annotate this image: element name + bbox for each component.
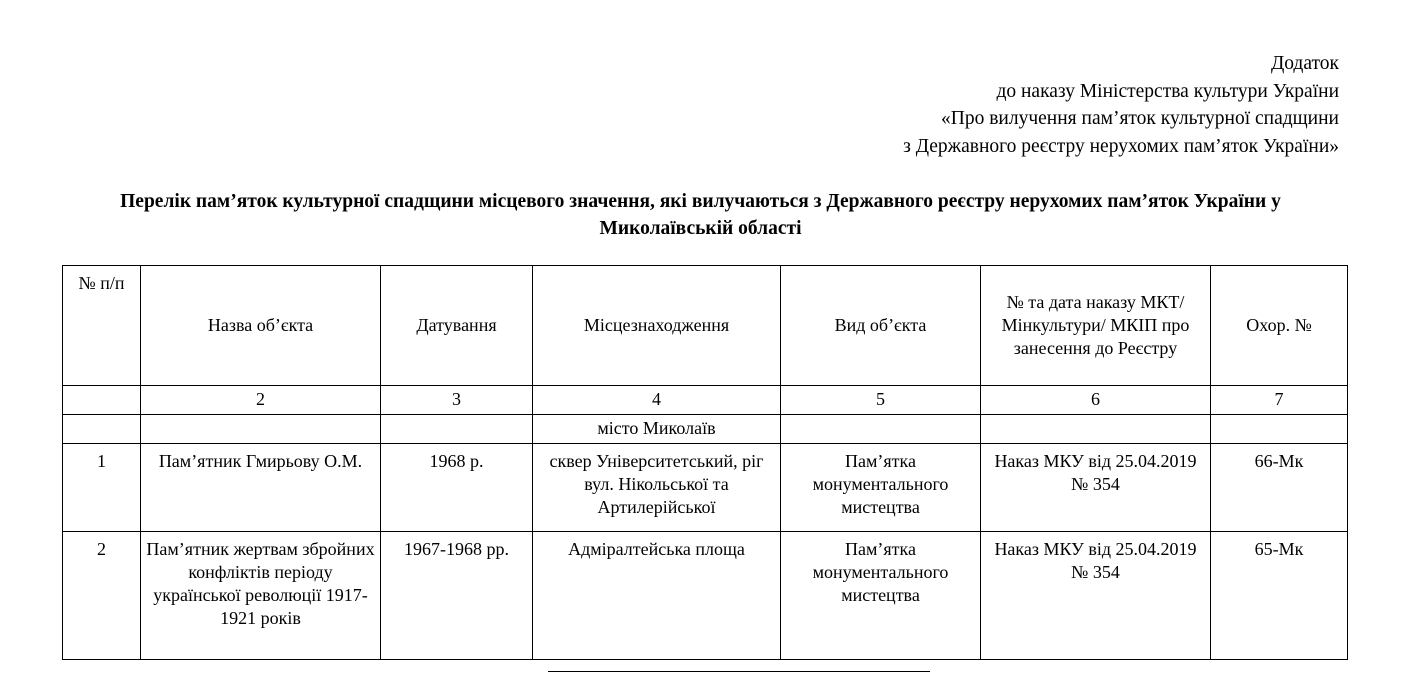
cell-order: Наказ МКУ від 25.04.2019 № 354: [981, 443, 1211, 531]
column-number-4: 4: [533, 385, 781, 414]
section-cell-empty-5: [981, 414, 1211, 443]
column-number-5: 5: [781, 385, 981, 414]
cell-dating: 1967-1968 рр.: [381, 531, 533, 659]
section-cell-empty-3: [381, 414, 533, 443]
cell-type: Пам’ятка монументального мистецтва: [781, 443, 981, 531]
table-row: [63, 531, 1348, 659]
cell-number: 2: [63, 531, 141, 659]
cell-dating: 1968 р.: [381, 443, 533, 531]
registry-table: [62, 265, 1348, 660]
cell-order: Наказ МКУ від 25.04.2019 № 354: [981, 531, 1211, 659]
page-title-line-1: Перелік пам’яток культурної спадщини місцевого значення, які вилучаються з Державного реєстру нерухомих: [120, 190, 1103, 212]
column-header-protection-number: Охор. №: [1211, 265, 1348, 385]
table-header-row: [63, 265, 1348, 385]
header-line-1: Додаток: [1270, 53, 1339, 74]
table-row: [63, 443, 1348, 531]
cell-protection-number: 66-Мк: [1211, 443, 1348, 531]
column-number-7: 7: [1211, 385, 1348, 414]
cell-name: Пам’ятник жертвам збройних конфліктів періоду української революції 1917-1921 років: [141, 531, 381, 659]
section-label: місто Миколаїв: [533, 414, 781, 443]
column-number-3: 3: [381, 385, 533, 414]
header-line-2: до наказу Міністерства культури України: [996, 80, 1339, 102]
section-cell-empty-4: [781, 414, 981, 443]
column-header-type: Вид об’єкта: [781, 265, 981, 385]
header-line-3: «Про вилучення пам’яток культурної спадщини: [941, 108, 1339, 130]
column-header-dating: Датування: [381, 265, 533, 385]
cell-protection-number: 65-Мк: [1211, 531, 1348, 659]
column-number-2: 2: [141, 385, 381, 414]
cell-location: Адміралтейська площа: [533, 531, 781, 659]
column-number-row: [63, 385, 1348, 414]
page-title: [105, 189, 1296, 243]
section-row: [63, 414, 1348, 443]
section-cell-empty-6: [1211, 414, 1348, 443]
document-header: [60, 50, 1341, 161]
cell-location: сквер Університетський, ріг вул. Нікольської та Артилерійської: [533, 443, 781, 531]
cell-name: Пам’ятник Гмирьову О.М.: [141, 443, 381, 531]
column-header-name: Назва об’єкта: [141, 265, 381, 385]
footer-divider: [548, 671, 930, 672]
page-title-line-2: пам’яток України у Миколаївській області: [599, 190, 1281, 239]
column-number-1: [63, 385, 141, 414]
cell-type: Пам’ятка монументального мистецтва: [781, 531, 981, 659]
column-header-order: № та дата наказу МКТ/Мінкультури/ МКІП про занесення до Реєстру: [981, 265, 1211, 385]
section-cell-empty-2: [141, 414, 381, 443]
section-cell-empty-1: [63, 414, 141, 443]
header-line-4: з Державного реєстру нерухомих пам’яток України»: [903, 136, 1339, 158]
column-number-6: 6: [981, 385, 1211, 414]
cell-number: 1: [63, 443, 141, 531]
column-header-location: Місцезнаходження: [533, 265, 781, 385]
column-header-number: № п/п: [63, 265, 141, 385]
